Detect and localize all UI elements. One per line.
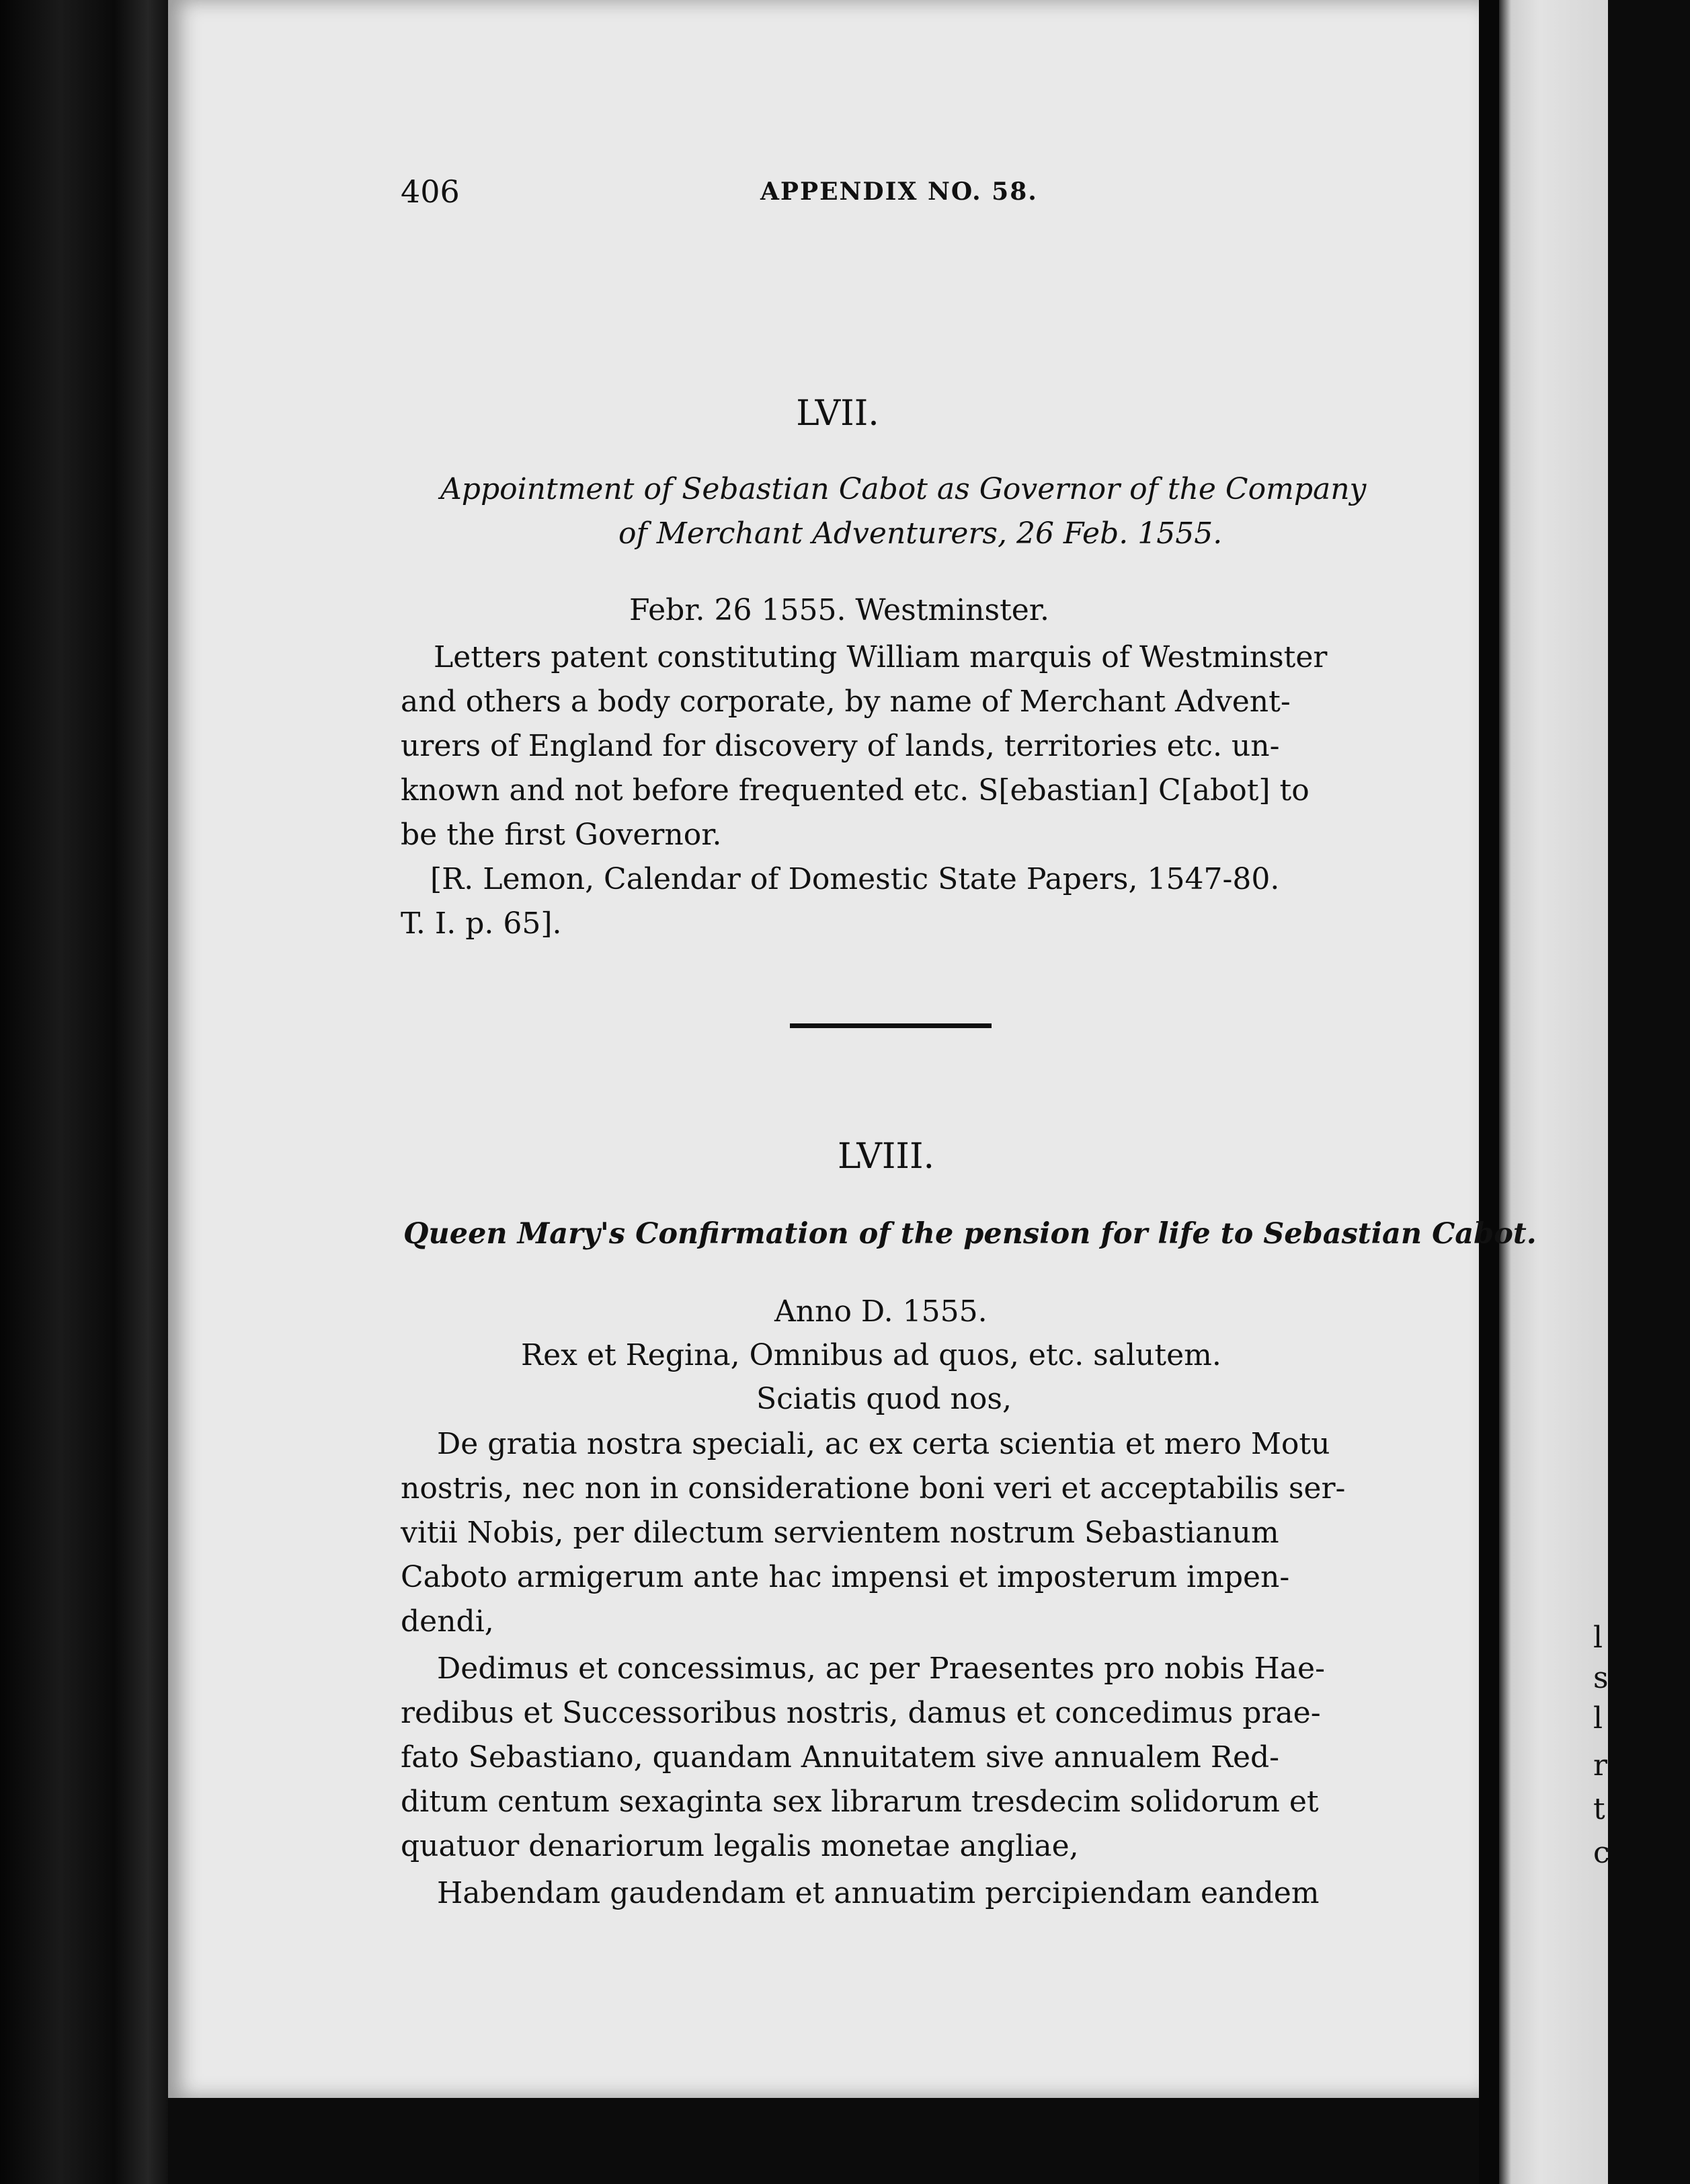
section-58-paragraph2-line: ditum centum sexaginta sex librarum tresdecim solidorum et — [401, 1785, 1319, 1819]
facing-page-glyph: r — [1593, 1748, 1608, 1783]
book-page — [168, 0, 1479, 2098]
section-divider-rule — [790, 1023, 992, 1028]
section-57-title-line2: of Merchant Adventurers, 26 Feb. 1555. — [618, 516, 1223, 551]
section-58-centered-line: Sciatis quod nos, — [756, 1382, 1012, 1416]
section-57-source-line: T. I. p. 65]. — [401, 906, 562, 941]
facing-page-edge — [1499, 0, 1608, 2184]
section-57-body-line: known and not before frequented etc. S[ebastian] C[abot] to — [401, 773, 1310, 808]
section-58-paragraph3-line: Habendam gaudendam et annuatim percipiendam eandem — [437, 1876, 1320, 1910]
section-58-paragraph1-line: vitii Nobis, per dilectum servientem nostrum Sebastianum — [401, 1516, 1279, 1550]
facing-page-glyph: l — [1593, 1701, 1603, 1736]
section-58-centered-line: Anno D. 1555. — [774, 1294, 988, 1329]
book-spine — [0, 0, 168, 2184]
section-57-title-line1: Appointment of Sebastian Cabot as Governor of the Company — [440, 472, 1367, 506]
facing-page-glyph: c — [1593, 1836, 1610, 1870]
section-58-paragraph2-line: quatuor denariorum legalis monetae angliae, — [401, 1829, 1079, 1863]
section-57-source-line: [R. Lemon, Calendar of Domestic State Papers, 1547-80. — [430, 862, 1280, 896]
page-gutter-shadow — [1479, 0, 1499, 2184]
section-58-paragraph1-line: nostris, nec non in consideratione boni veri et acceptabilis ser- — [401, 1471, 1346, 1506]
section-58-title: Queen Mary's Confirmation of the pension for life to Sebastian Cabot. — [403, 1217, 1537, 1251]
section-58-paragraph2-line: Dedimus et concessimus, ac per Praesentes pro nobis Hae- — [437, 1651, 1325, 1686]
section-57-body-line: be the first Governor. — [401, 818, 722, 852]
section-number-57: LVII. — [796, 393, 879, 434]
section-58-paragraph1-line: Caboto armigerum ante hac impensi et imposterum impen- — [401, 1560, 1290, 1594]
section-58-centered-line: Rex et Regina, Omnibus ad quos, etc. salutem. — [521, 1338, 1221, 1372]
section-58-paragraph2-line: redibus et Successoribus nostris, damus et concedimus prae- — [401, 1696, 1321, 1730]
section-57-body-line: and others a body corporate, by name of Merchant Advent- — [401, 685, 1291, 719]
section-58-paragraph2-line: fato Sebastiano, quandam Annuitatem sive annualem Red- — [401, 1740, 1280, 1774]
section-57-date-line: Febr. 26 1555. Westminster. — [629, 593, 1049, 627]
page-header — [401, 173, 1369, 214]
page-number: 406 — [401, 173, 460, 210]
facing-page-glyph: s — [1593, 1661, 1609, 1695]
facing-page-glyph: l — [1593, 1621, 1603, 1655]
section-57-body-line: urers of England for discovery of lands, territories etc. un- — [401, 729, 1280, 763]
section-58-paragraph1-line: De gratia nostra speciali, ac ex certa scientia et mero Motu — [437, 1427, 1330, 1461]
section-57-body-line: Letters patent constituting William marquis of Westminster — [434, 640, 1328, 674]
section-number-58: LVIII. — [837, 1136, 935, 1177]
facing-page-glyph: t — [1593, 1792, 1605, 1826]
running-head: APPENDIX NO. 58. — [760, 178, 1038, 206]
section-58-paragraph1-line: dendi, — [401, 1604, 494, 1639]
